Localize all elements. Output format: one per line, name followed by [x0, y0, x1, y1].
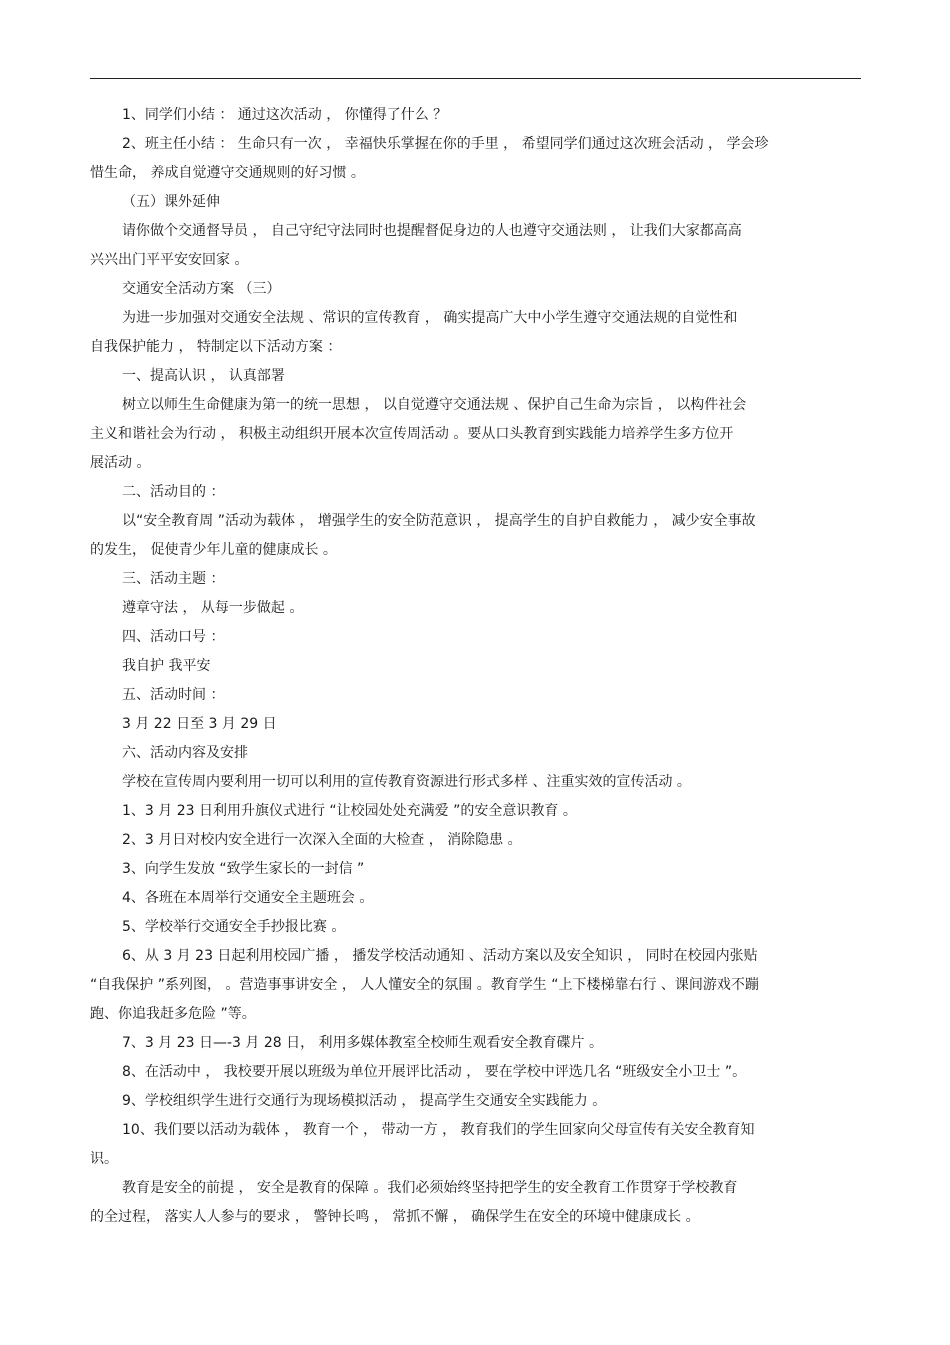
closing-paragraph: 教育是安全的前提 ， 安全是教育的保障 。我们必须始终坚持把学生的安全教育工作贯穿于学校教育	[122, 1180, 738, 1196]
header-rule	[90, 78, 861, 79]
section-heading-4: 四、活动口号 ：	[122, 629, 225, 645]
paragraph-1: 树立以师生生命健康为第一的统一思想 ， 以自觉遵守交通法规 、保护自己生命为宗旨 ， 以构件社会	[122, 397, 747, 413]
list-item-2: 2、3 月日对校内安全进行一次深入全面的大检查 ， 消除隐患 。	[122, 832, 522, 848]
list-item-9: 9、学校组织学生进行交通行为现场模拟活动 ， 提高学生交通安全实践能力 。	[122, 1093, 607, 1109]
list-item-4: 4、各班在本周举行交通安全主题班会 。	[122, 890, 374, 906]
plan-intro-cont: 自我保护能力 ， 特制定以下活动方案 ：	[90, 339, 342, 355]
section-heading-extension: （五）课外延伸	[122, 194, 220, 210]
closing-paragraph-cont: 的全过程， 落实人人参与的要求 ， 警钟长鸣 ， 常抓不懈 ， 确保学生在安全的环境中健康成长 。	[90, 1209, 700, 1225]
list-item-6: 6、从 3 月 23 日起利用校园广播 ， 播发学校活动通知 、活动方案以及安全知识 ， 同时在校园内张贴	[122, 948, 758, 964]
plan-intro: 为进一步加强对交通安全法规 、常识的宣传教育 ， 确实提高广大中小学生遵守交通法规的自觉性和	[122, 310, 738, 326]
section-heading-1: 一、提高认识 ， 认真部署	[122, 368, 285, 384]
paragraph-extension: 请你做个交通督导员 ， 自己守纪守法同时也提醒督促身边的人也遵守交通法则 ， 让我们大家都高高	[122, 223, 742, 239]
paragraph-6: 学校在宣传周内要利用一切可以利用的宣传教育资源进行形式多样 、注重实效的宣传活动 。	[122, 774, 691, 790]
plan-title: 交通安全活动方案 （三）	[122, 281, 281, 297]
summary-teacher: 2、班主任小结 ： 生命只有一次 ， 幸福快乐掌握在你的手里 ， 希望同学们通过这次班会活动 ， 学会珍	[122, 136, 769, 152]
paragraph-5: 3 月 22 日至 3 月 29 日	[122, 716, 277, 732]
list-item-8: 8、在活动中 ， 我校要开展以班级为单位开展评比活动 ， 要在学校中评选几名 “班级安全小卫士 ”。	[122, 1064, 747, 1080]
paragraph-2: 以“安全教育周 ”活动为载体 ， 增强学生的安全防范意识 ， 提高学生的自护自救能力 ， 减少安全事故	[122, 513, 756, 529]
section-heading-3: 三、活动主题 ：	[122, 571, 225, 587]
document-body	[90, 101, 861, 1232]
paragraph-extension-cont: 兴兴出门平平安安回家 。	[90, 252, 249, 268]
paragraph-1-cont: 主义和谐社会为行动 ， 积极主动组织开展本次宣传周活动 。要从口头教育到实践能力培养学生多方位开	[90, 426, 734, 442]
section-heading-2: 二、活动目的 ：	[122, 484, 225, 500]
section-heading-5: 五、活动时间 ：	[122, 687, 225, 703]
paragraph-2-cont: 的发生， 促使青少年儿童的健康成长 。	[90, 542, 337, 558]
paragraph-1-end: 展活动 。	[90, 455, 151, 471]
list-item-5: 5、学校举行交通安全手抄报比赛 。	[122, 919, 346, 935]
section-heading-6: 六、活动内容及安排	[122, 745, 248, 761]
paragraph-4: 我自护 我平安	[122, 658, 211, 674]
list-item-7: 7、3 月 23 日—-3 月 28 日， 利用多媒体教室全校师生观看安全教育碟片 。	[122, 1035, 604, 1051]
list-item-10-cont: 识。	[90, 1151, 118, 1167]
list-item-1: 1、3 月 23 日利用升旗仪式进行 “让校园处处充满爱 ”的安全意识教育 。	[122, 803, 577, 819]
list-item-10: 10、我们要以活动为载体 ， 教育一个 ， 带动一方 ， 教育我们的学生回家向父母宣传有关安全教育知	[122, 1122, 755, 1138]
list-item-3: 3、向学生发放 “致学生家长的一封信 ”	[122, 861, 365, 877]
list-item-6-cont: “自我保护 ”系列图， 。营造事事讲安全 ， 人人懂安全的氛围 。教育学生 “上下楼梯靠右行 、课间游戏不蹦	[90, 977, 759, 993]
list-item-6-end: 跑、你追我赶多危险 ”等。	[90, 1006, 256, 1022]
summary-students: 1、同学们小结 ： 通过这次活动 ， 你懂得了什么 ？	[122, 107, 448, 123]
summary-teacher-cont: 惜生命， 养成自觉遵守交通规则的好习惯 。	[90, 165, 365, 181]
paragraph-3: 遵章守法 ， 从每一步做起 。	[122, 600, 304, 616]
